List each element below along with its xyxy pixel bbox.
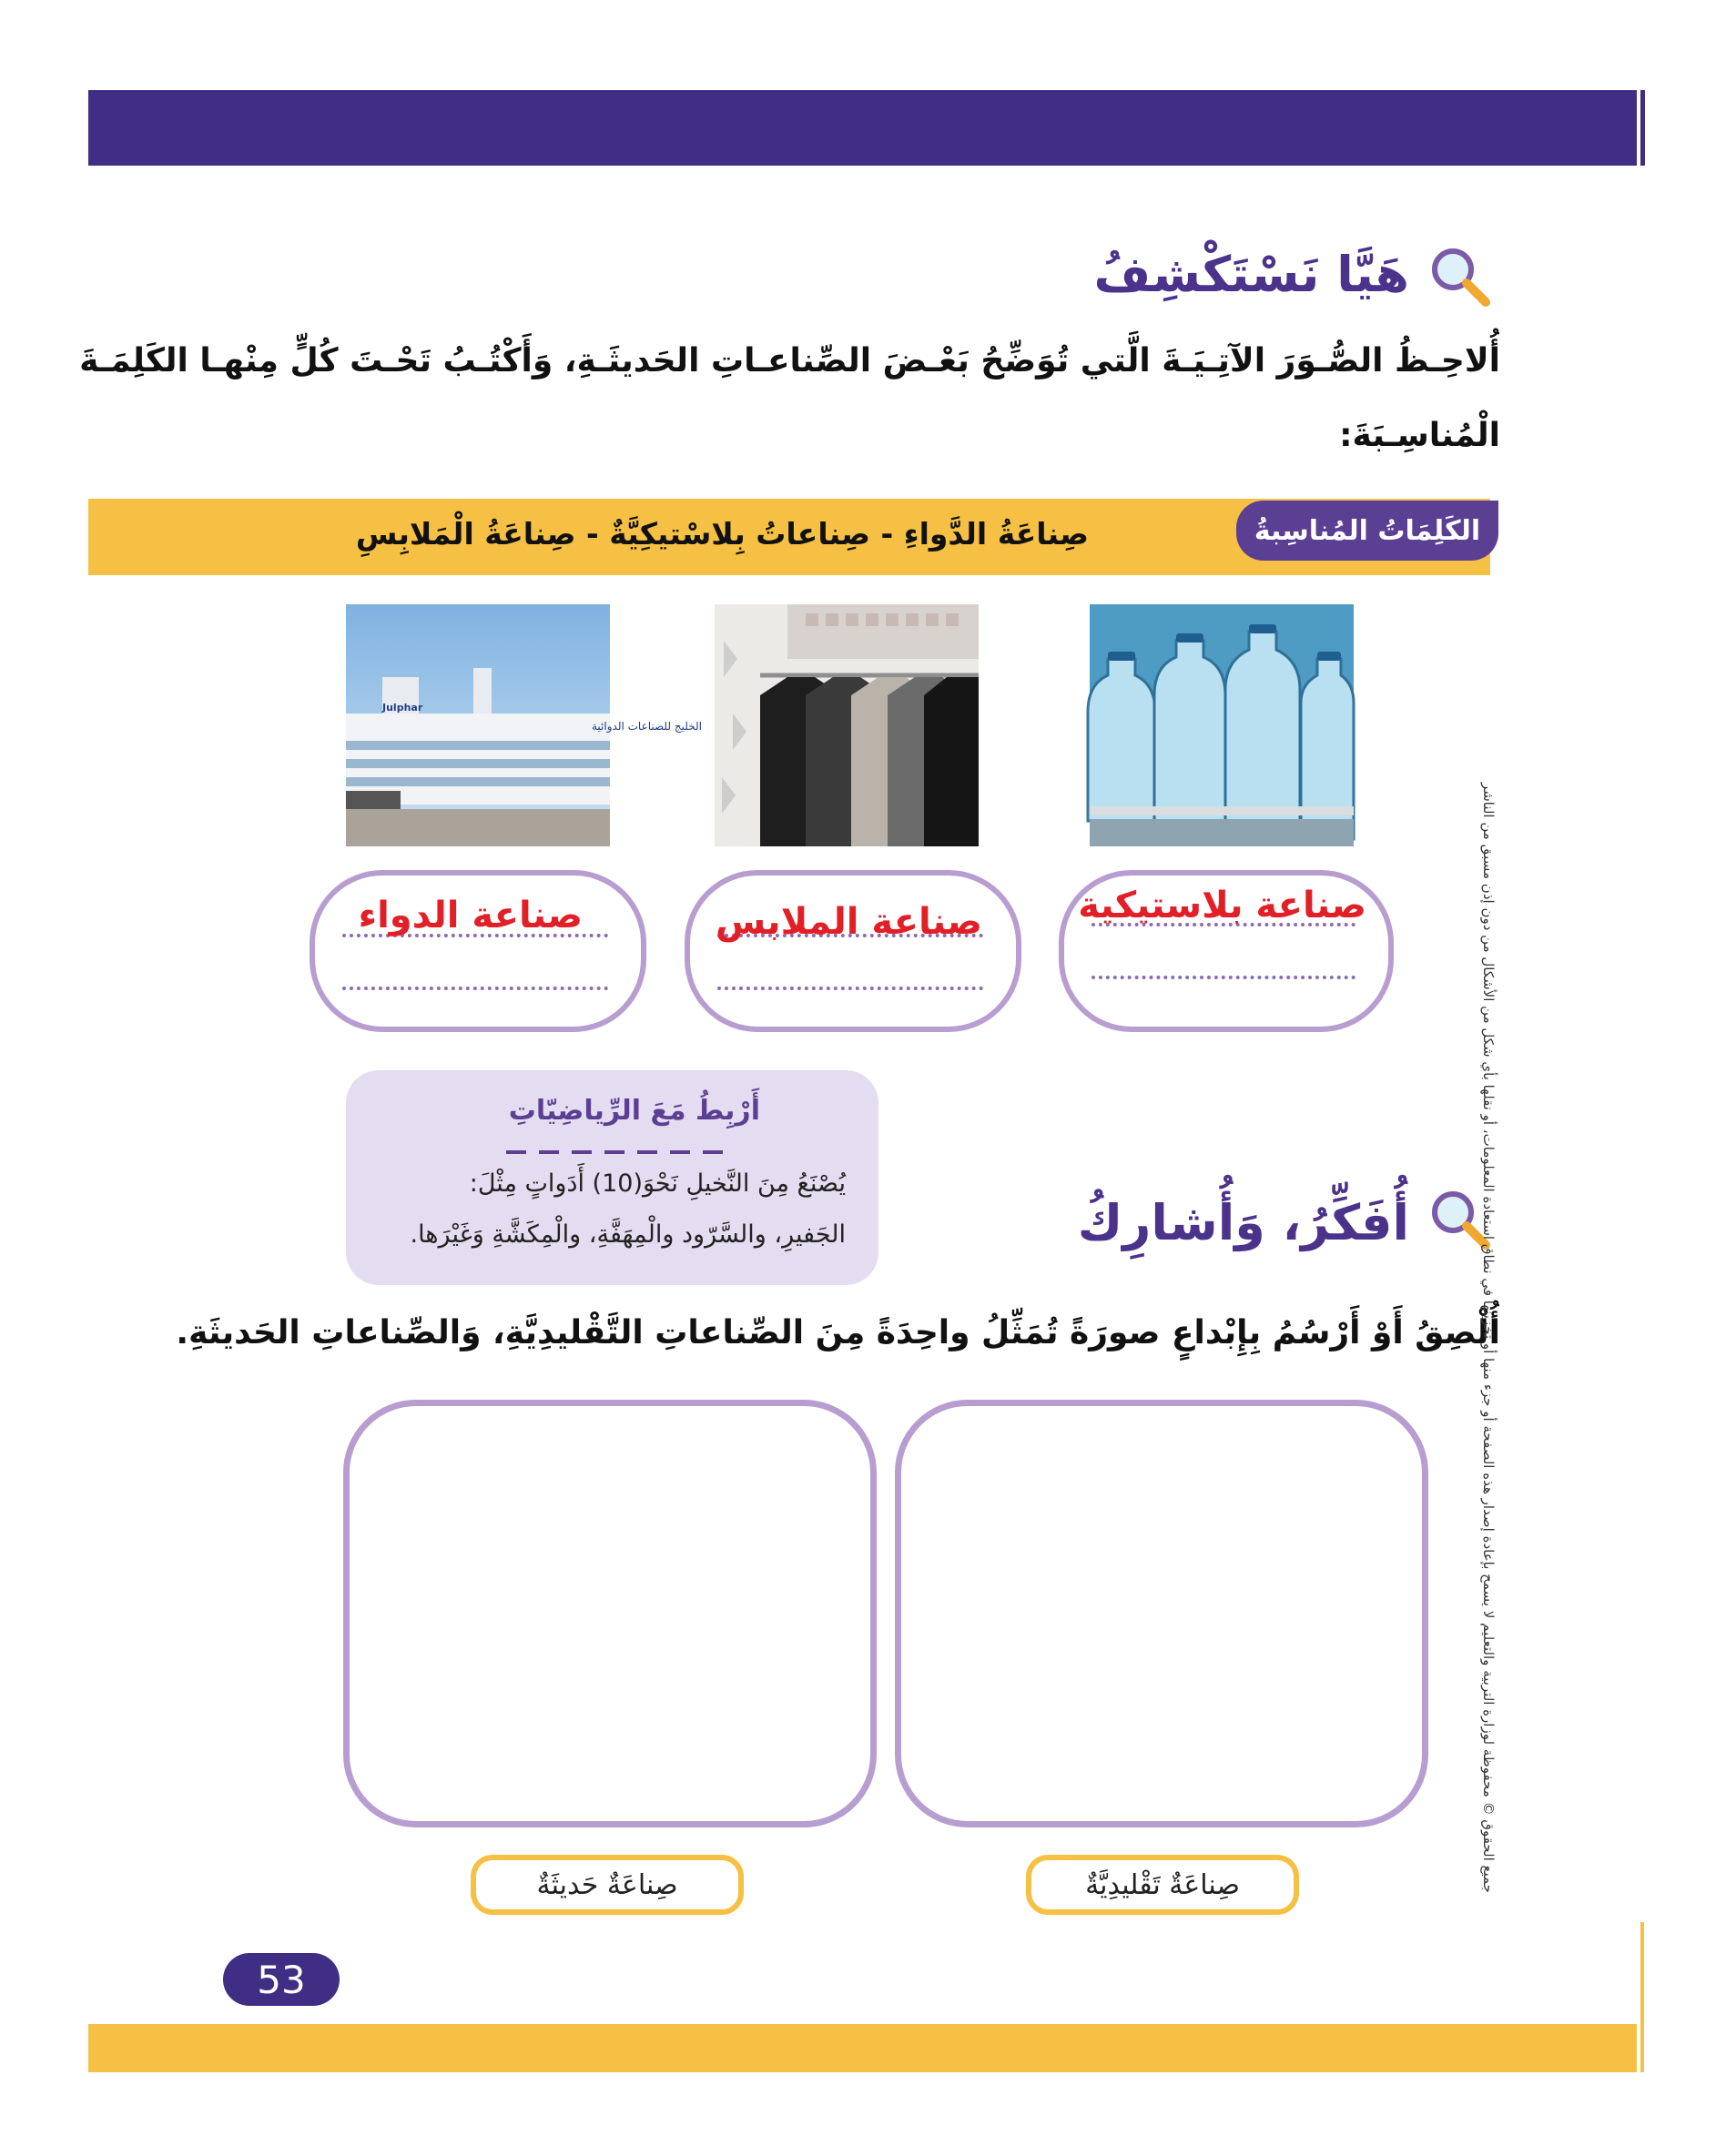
answer-box-clothes[interactable] <box>685 870 1021 1032</box>
suggested-words-tag: الكَلِمَاتُ المُناسِبةُ <box>1236 501 1498 561</box>
label-modern: صِناعَةٌ حَديثَةٌ <box>471 1855 744 1915</box>
writing-line <box>717 987 983 990</box>
section-title-explore: هَيَّا نَسْتَكْشِفُ <box>1093 246 1409 303</box>
math-link-title: أَرْبِطُ مَعَ الرِّياضِيّاتِ <box>508 1095 760 1127</box>
footer-bar-edge <box>1640 1922 1644 2072</box>
factory-brand: Julphar <box>382 702 423 714</box>
magnifier-icon <box>1427 244 1493 309</box>
dashed-underline <box>506 1149 723 1155</box>
writing-line <box>342 987 608 990</box>
writing-line <box>1091 976 1355 979</box>
page-number: 53 <box>223 1953 340 2006</box>
answer-text-plastic: صناعة بلاستيكية <box>1078 885 1366 926</box>
answer-text-clothes: صناعة الملابس <box>716 901 982 943</box>
label-traditional: صِناعَةٌ تَقْليدِيَّةٌ <box>1026 1855 1299 1915</box>
photo-clothes-hangers <box>715 604 979 846</box>
copyright-notice: جميع الحقوق © محفوظة لوزارة التربية والتعليم لا يسمح بإعادة إصدار هذه الصفحة أو جزء منها أو تخزينها في نطاق استعادة المعلومات، أو نقلها بأي شكل من الأشكال من دون إذن مسبق من الناشر <box>1480 782 1497 1893</box>
suggested-words-list: صِناعَةُ الدَّواءِ - صِناعاتُ بِلاسْتيكِيَّةٌ - صِناعَةُ الْمَلابِسِ <box>355 516 1089 552</box>
photo-pharma-factory <box>346 604 702 846</box>
math-link-line-2: الجَفيرِ، والسَّرّود والْمِهَفَّةِ، والْمِكَشَّةِ وَغَيْرَها. <box>410 1220 846 1249</box>
header-bar <box>88 90 1637 166</box>
instruction-line-1: أُلاحِـظُ الصُّـوَرَ الآتِـيَـةَ الَّتي تُوَضِّحُ بَعْـضَ الصِّناعـاتِ الحَديثَـةِ، وَأَكْتُـبُ تَحْـتَ كُلٍّ مِنْهـا الكَلِمَـةَ <box>79 342 1500 380</box>
draw-box-modern[interactable] <box>343 1400 877 1827</box>
math-link-line-1: يُصْنَعُ مِنَ النَّخيلِ نَحْوَ(10) أَدَواتٍ مِثْلَ: <box>469 1169 846 1198</box>
section-title-think: أُفَكِّرُ، وَأُشارِكُ <box>1077 1194 1409 1251</box>
footer-bar <box>88 2024 1637 2072</box>
answer-text-medicine: صناعة الدواء <box>358 895 583 936</box>
header-bar-edge <box>1640 90 1645 166</box>
photo-plastic-bottles <box>1090 604 1354 846</box>
factory-sign: الخليج للصناعات الدوائية <box>592 720 702 733</box>
instruction-line-2: الْمُناسِـبَةَ: <box>1339 417 1500 454</box>
draw-box-traditional[interactable] <box>895 1400 1428 1827</box>
think-instruction: أُلْصِقُ أَوْ أَرْسُمُ بِإِبْداعٍ صورَةً تُمَثِّلُ واحِدَةً مِنَ الصِّناعاتِ التَّقْليدِيَّةِ، وَالصِّناعاتِ الحَديثَةِ. <box>176 1314 1500 1351</box>
